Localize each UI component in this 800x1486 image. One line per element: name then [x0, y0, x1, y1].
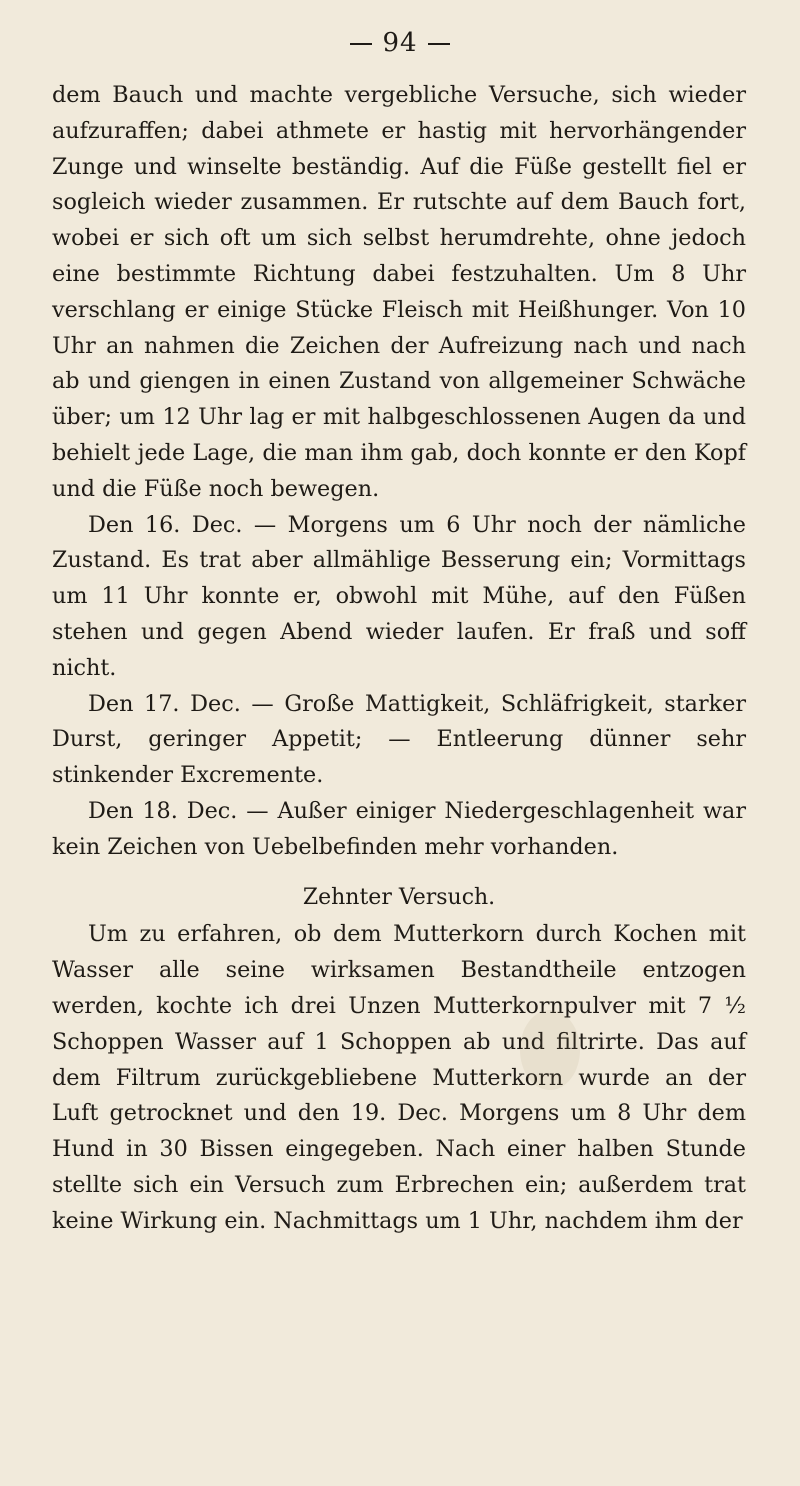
paragraph-dec-18: Den 18. Dec. — Außer einiger Niedergeschlagenheit war kein Zeichen von Uebelbefinden mehr vorhanden. — [52, 797, 746, 860]
section-heading: Zehnter Versuch. — [302, 884, 496, 910]
page-number-value: 94 — [382, 28, 418, 58]
paragraph-continued: dem Bauch und machte vergebliche Versuche, sich wieder aufzuraffen; dabei athmete er hastig mit hervorhängender Zunge und winselte beständig. Auf die Füße gestellt fiel er sogleich wieder zusammen. Er rutschte auf dem Bauch fort, wobei er sich oft um sich selbst herumdrehte, ohne jedoch eine bestimmte Richtung dabei festzuhalten. Um 8 Uhr verschlang er einige Stücke Fleisch mit Heißhunger. Von 10 Uhr an nahmen die Zeichen der Aufreizung nach und nach ab und giengen in einen Zustand von allgemeiner Schwäche über; um 12 Uhr lag er mit halbgeschlossenen Augen da und behielt jede Lage, die man ihm gab, doch konnte er den Kopf und die Füße noch bewegen. — [52, 82, 746, 502]
paragraph-experiment-ten: Um zu erfahren, ob dem Mutterkorn durch Kochen mit Wasser alle seine wirksamen Bestandtheile entzogen werden, kochte ich drei Unzen Mutterkornpulver mit 7 ½ Schoppen Wasser auf 1 Schoppen ab und filtrirte. Das auf dem Filtrum zurückgebliebene Mutterkorn wurde an der Luft getrocknet und den 19. Dec. Morgens um 8 Uhr dem Hund in 30 Bissen eingegeben. Nach einer halben Stunde stellte sich ein Versuch zum Erbrechen ein; außerdem trat keine Wirkung ein. Nachmittags um 1 Uhr, nachdem ihm der — [52, 921, 746, 1234]
paper-stain — [520, 1010, 580, 1090]
paragraph-dec-16: Den 16. Dec. — Morgens um 6 Uhr noch der nämliche Zustand. Es trat aber allmählige Besserung ein; Vormittags um 11 Uhr konnte er, obwohl mit Mühe, auf den Füßen stehen und gegen Abend wieder laufen. Er fraß und soff nicht. — [52, 511, 746, 681]
page-number — [0, 28, 800, 58]
page-number-dash-left — [350, 43, 372, 45]
paragraph-dec-17: Den 17. Dec. — Große Mattigkeit, Schläfrigkeit, starker Durst, geringer Appetit; — Entleerung dünner sehr stinkender Excremente. — [52, 690, 746, 789]
page-number-dash-right — [428, 43, 450, 45]
body-text — [52, 78, 746, 1240]
